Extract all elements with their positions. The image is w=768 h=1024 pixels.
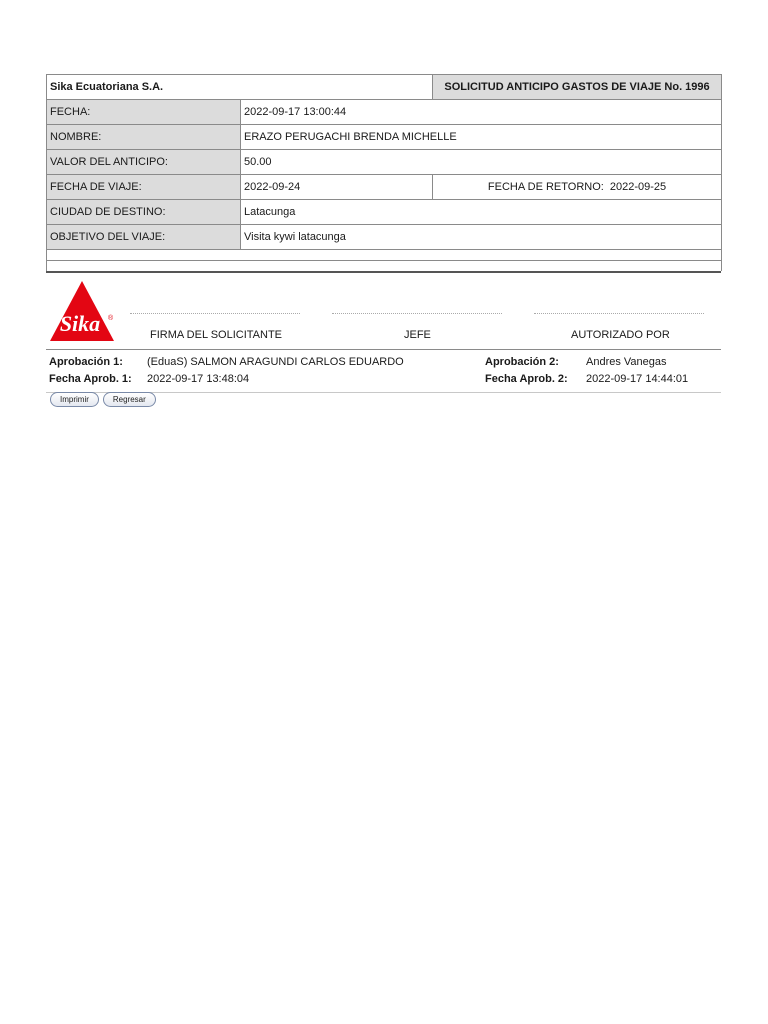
travel-advance-form bbox=[46, 74, 721, 393]
fecha-aprob-2-label: Fecha Aprob. 2: bbox=[485, 373, 568, 385]
objetivo-row bbox=[47, 225, 722, 250]
aprobacion-2-value: Andres Vanegas bbox=[586, 356, 667, 368]
aprobacion-1-value: (EduaS) SALMON ARAGUNDI CARLOS EDUARDO bbox=[147, 356, 404, 368]
signature-label-solicitante: FIRMA DEL SOLICITANTE bbox=[150, 329, 283, 341]
ciudad-row bbox=[47, 200, 722, 225]
fecha-viaje-label: FECHA DE VIAJE: bbox=[47, 175, 241, 200]
fecha-aprob-1-value: 2022-09-17 13:48:04 bbox=[147, 373, 250, 385]
fecha-value: 2022-09-17 13:00:44 bbox=[241, 100, 722, 125]
signature-area bbox=[46, 271, 721, 350]
fecha-retorno-label: FECHA DE RETORNO: bbox=[487, 181, 604, 193]
spacer-cell bbox=[47, 250, 722, 261]
ciudad-value: Latacunga bbox=[241, 200, 722, 225]
sika-logo bbox=[48, 279, 116, 343]
fecha-label: FECHA: bbox=[47, 100, 241, 125]
sika-logo-text: Sika bbox=[59, 311, 101, 336]
company-name: Sika Ecuatoriana S.A. bbox=[47, 75, 433, 100]
objetivo-value: Visita kywi latacunga bbox=[241, 225, 722, 250]
fecha-row bbox=[47, 100, 722, 125]
nombre-value: ERAZO PERUGACHI BRENDA MICHELLE bbox=[241, 125, 722, 150]
signature-label-autorizado: AUTORIZADO POR bbox=[571, 329, 670, 341]
fecha-aprob-1-label: Fecha Aprob. 1: bbox=[49, 373, 132, 385]
signature-line-solicitante bbox=[130, 313, 300, 314]
spacer-cell bbox=[47, 261, 722, 272]
spacer-row bbox=[47, 261, 722, 272]
fecha-aprob-2-value: 2022-09-17 14:44:01 bbox=[586, 373, 689, 385]
form-title: SOLICITUD ANTICIPO GASTOS DE VIAJE No. 1996 bbox=[433, 75, 722, 100]
form-table bbox=[46, 74, 722, 271]
nombre-label: NOMBRE: bbox=[47, 125, 241, 150]
registered-mark-icon: ® bbox=[108, 315, 114, 322]
valor-value: 50.00 bbox=[241, 150, 722, 175]
ciudad-label: CIUDAD DE DESTINO: bbox=[47, 200, 241, 225]
action-buttons bbox=[50, 392, 160, 407]
header-row bbox=[47, 75, 722, 100]
nombre-row bbox=[47, 125, 722, 150]
spacer-row bbox=[47, 250, 722, 261]
aprobacion-1-label: Aprobación 1: bbox=[49, 356, 123, 368]
valor-label: VALOR DEL ANTICIPO: bbox=[47, 150, 241, 175]
fecha-viaje-row bbox=[47, 175, 722, 200]
approvals-section bbox=[46, 350, 721, 393]
imprimir-button[interactable]: Imprimir bbox=[50, 392, 99, 407]
valor-row bbox=[47, 150, 722, 175]
fecha-retorno-cell bbox=[433, 175, 722, 200]
aprobacion-2-label: Aprobación 2: bbox=[485, 356, 559, 368]
fecha-retorno-value: 2022-09-25 bbox=[609, 181, 667, 193]
fecha-viaje-value: 2022-09-24 bbox=[241, 175, 433, 200]
signature-line-autorizado bbox=[534, 313, 704, 314]
regresar-button[interactable]: Regresar bbox=[103, 392, 156, 407]
signature-line-jefe bbox=[332, 313, 502, 314]
signature-label-jefe: JEFE bbox=[404, 329, 431, 341]
objetivo-label: OBJETIVO DEL VIAJE: bbox=[47, 225, 241, 250]
